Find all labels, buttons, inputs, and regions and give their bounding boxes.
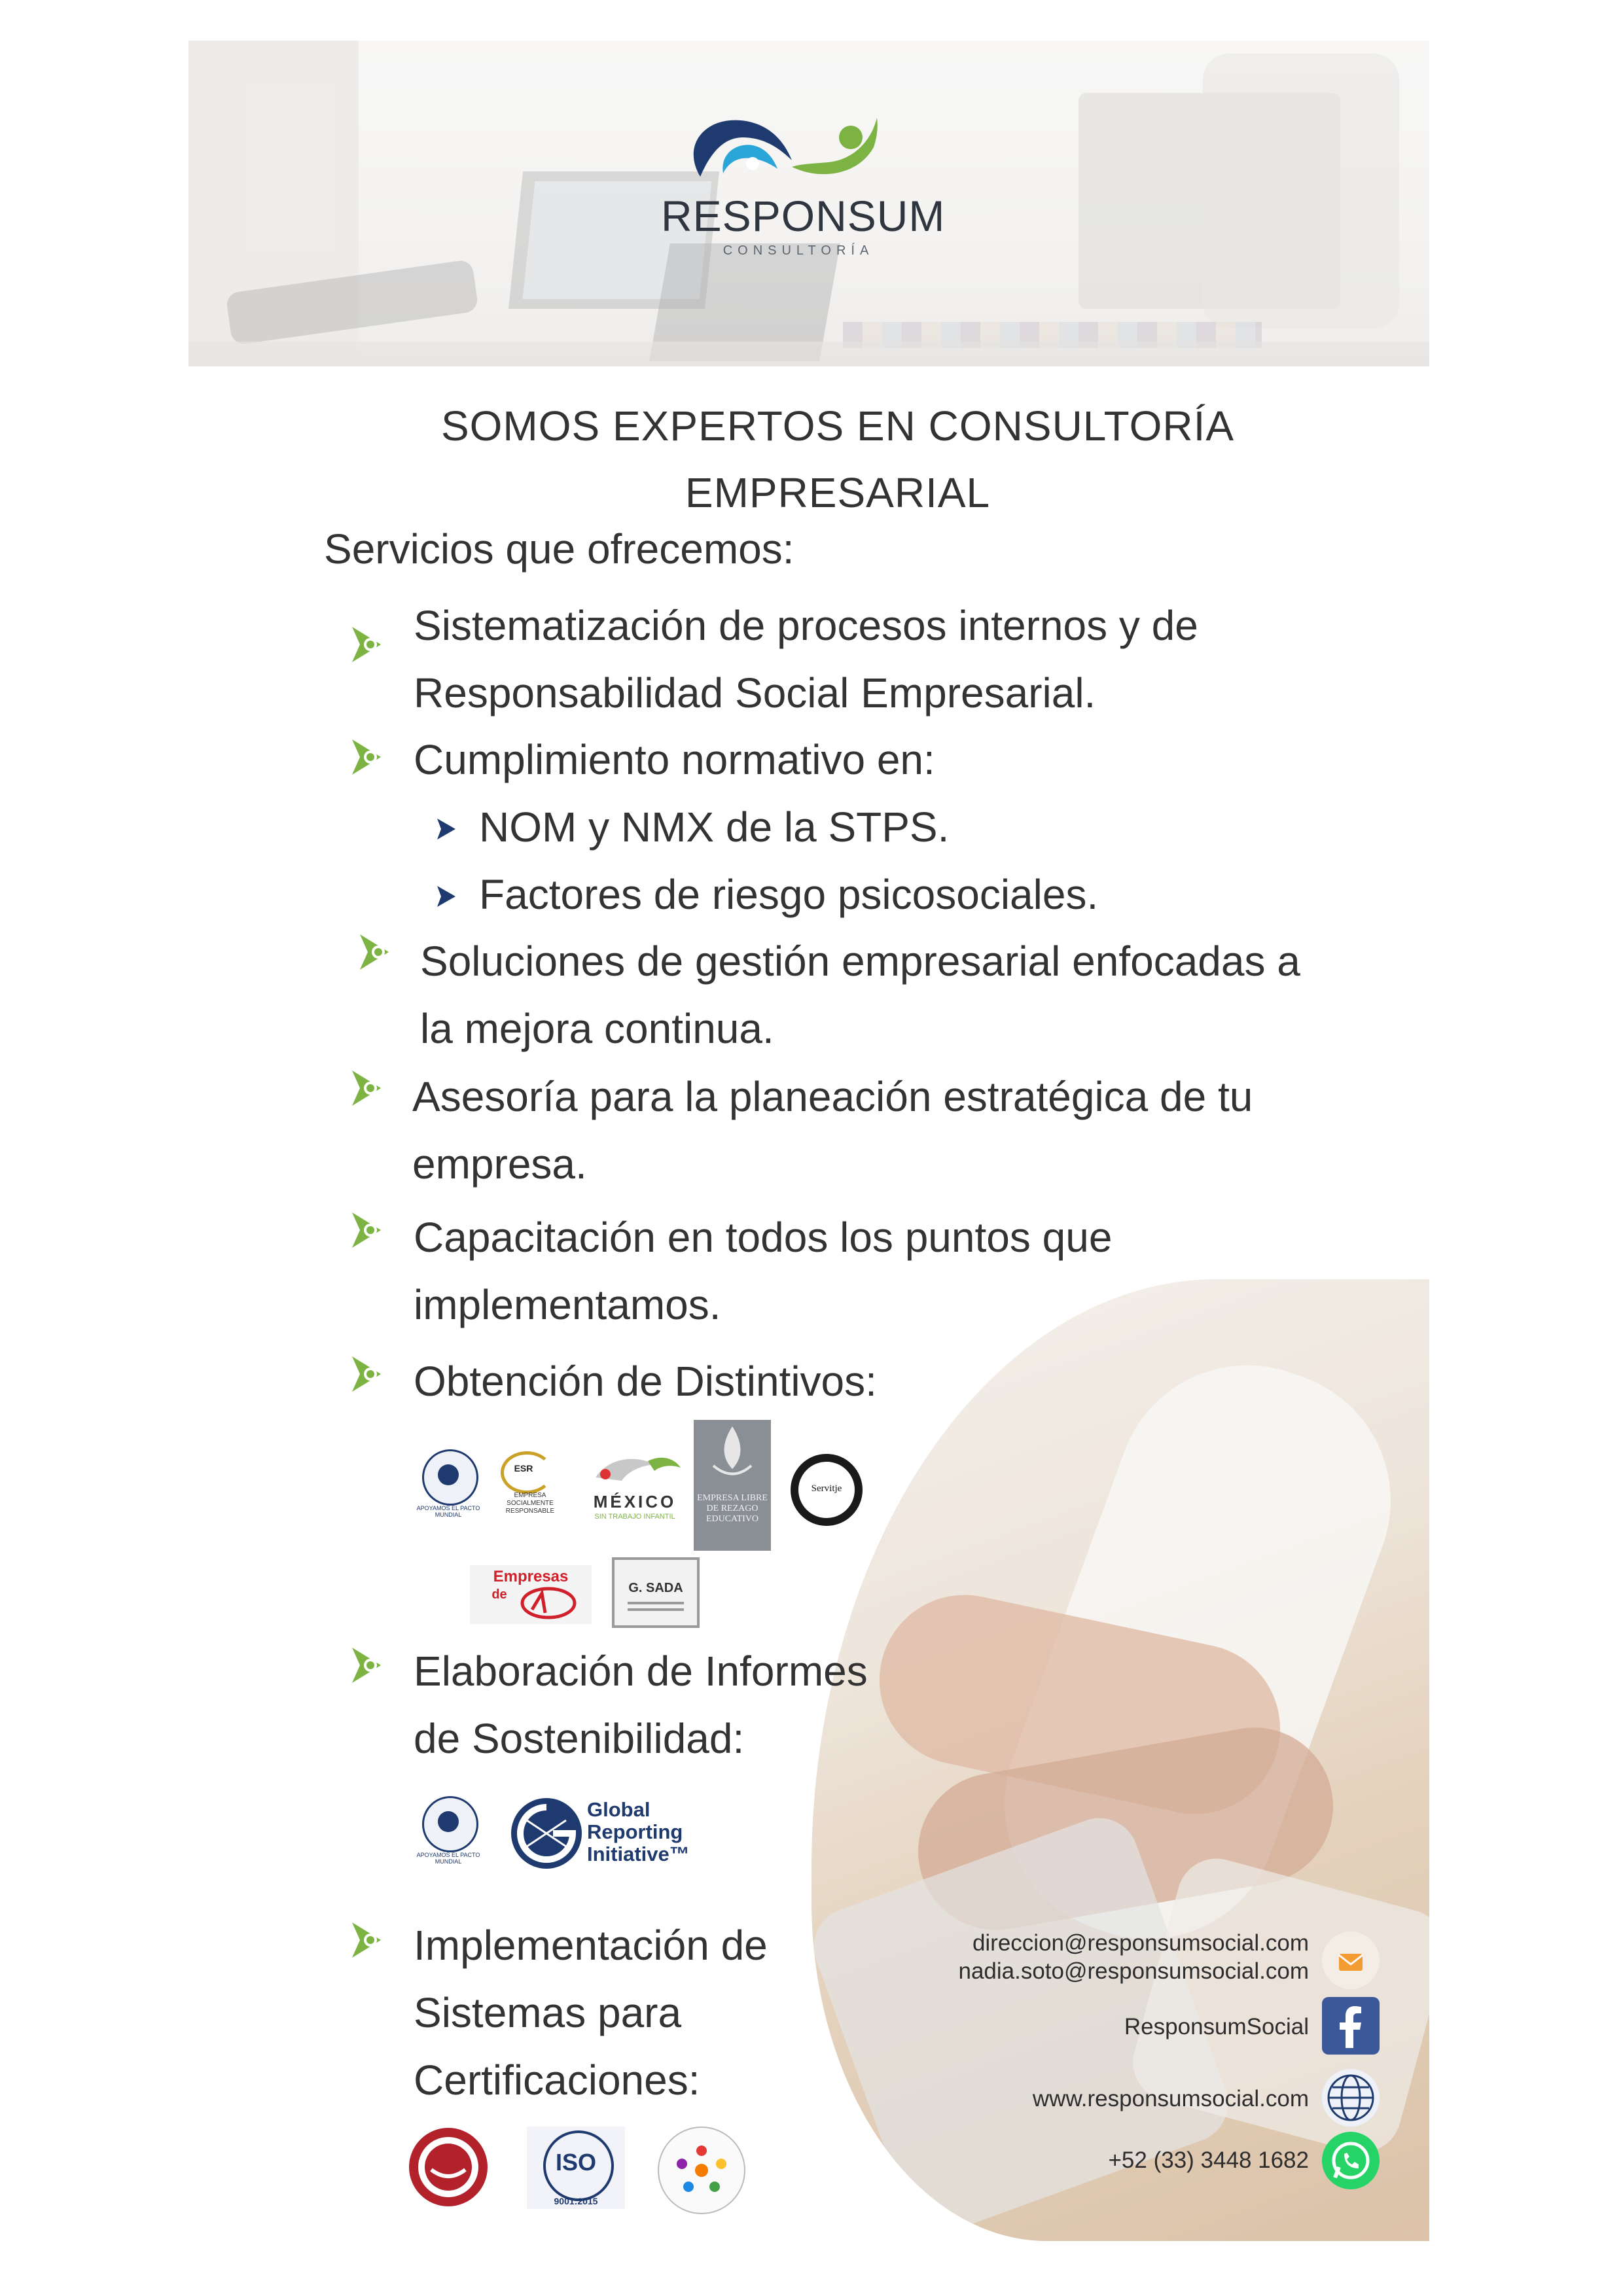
dove-icon <box>582 1451 687 1491</box>
responsum-logo-icon <box>661 98 936 190</box>
globe-icon[interactable] <box>1322 2069 1380 2127</box>
global-compact-logo-2: APOYAMOS EL PACTO MUNDIAL <box>409 1793 488 1871</box>
contact-phone[interactable]: +52 (33) 3448 1682 <box>1108 2147 1309 2173</box>
arrow-bullet-icon <box>347 1917 393 1963</box>
brand-tagline: CONSULTORÍA <box>722 243 874 258</box>
service-subitem-1: NOM y NMX de la STPS. <box>479 804 950 851</box>
contact-website[interactable]: www.responsumsocial.com <box>1032 2086 1309 2111</box>
servitje-logo: Servitje <box>791 1454 863 1526</box>
igualdad-laboral-logo <box>658 2127 745 2214</box>
service-item-4: Asesoría para la planeación estratégica de tu empresa. <box>412 1073 1253 1188</box>
chevron-right-icon <box>432 882 461 911</box>
people-circle-icon <box>659 2128 744 2213</box>
service-item-3: Soluciones de gestión empresarial enfocadas a la mejora continua. <box>420 938 1300 1052</box>
industria-limpia-logo <box>409 2128 488 2206</box>
gsada-logo: G. SADA <box>612 1557 700 1628</box>
facebook-icon[interactable] <box>1322 1997 1380 2055</box>
headline-line-1: SOMOS EXPERTOS EN CONSULTORÍA <box>440 402 1235 450</box>
contact-facebook[interactable]: ResponsumSocial <box>1124 2014 1309 2040</box>
arrow-bullet-icon <box>347 1642 393 1688</box>
service-item-7: Elaboración de Informes de Sostenibilidad: <box>414 1648 868 1762</box>
whatsapp-icon[interactable] <box>1322 2132 1380 2189</box>
contact-email-1[interactable]: direccion@responsumsocial.com <box>972 1930 1309 1956</box>
arrow-bullet-icon <box>355 929 401 975</box>
esr-logo: ESR EMPRESA SOCIALMENTE RESPONSABLE <box>497 1451 563 1523</box>
arrow-bullet-icon <box>347 622 393 667</box>
brand-name: RESPONSUM <box>661 192 946 240</box>
headline-line-2: EMPRESARIAL <box>685 469 991 516</box>
contact-email-2[interactable]: nadia.soto@responsumsocial.com <box>958 1958 1309 1984</box>
global-compact-logo: APOYAMOS EL PACTO MUNDIAL <box>409 1446 488 1525</box>
service-subitem-2: Factores de riesgo psicosociales. <box>479 871 1099 918</box>
service-item-6: Obtención de Distintivos: <box>414 1358 877 1405</box>
mail-icon[interactable] <box>1322 1932 1380 1989</box>
arrow-bullet-icon <box>347 1351 393 1397</box>
mexico-sin-trabajo-infantil-logo: MÉXICO SIN TRABAJO INFANTIL <box>582 1451 687 1523</box>
ten-mark-icon <box>509 1583 588 1623</box>
service-item-8: Implementación de Sistemas para Certificaciones: <box>414 1922 768 2104</box>
iso-9001-logo: ISO 9001:2015 <box>527 2127 625 2209</box>
empresas-de-10-logo: Empresas de <box>470 1565 592 1624</box>
arrow-bullet-icon <box>347 1065 393 1111</box>
arrow-bullet-icon <box>347 1207 393 1253</box>
service-item-5: Capacitación en todos los puntos que implementamos. <box>414 1214 1113 1328</box>
flame-icon <box>694 1420 771 1485</box>
headline <box>419 393 1257 526</box>
brand-logo <box>661 98 946 268</box>
empresa-libre-rezago-logo: EMPRESA LIBRE DE REZAGO EDUCATIVO <box>694 1420 771 1551</box>
services-title: Servicios que ofrecemos: <box>324 525 794 573</box>
hands-emblem-icon <box>425 2144 472 2191</box>
arrow-bullet-icon <box>347 734 393 780</box>
chevron-right-icon <box>432 815 461 843</box>
service-item-1: Sistematización de procesos internos y de Responsabilidad Social Empresarial. <box>414 602 1198 716</box>
gri-globe-icon <box>507 1794 586 1873</box>
gri-logo: Global Reporting Initiative™ <box>507 1794 704 1873</box>
service-item-2: Cumplimiento normativo en: <box>414 736 935 783</box>
